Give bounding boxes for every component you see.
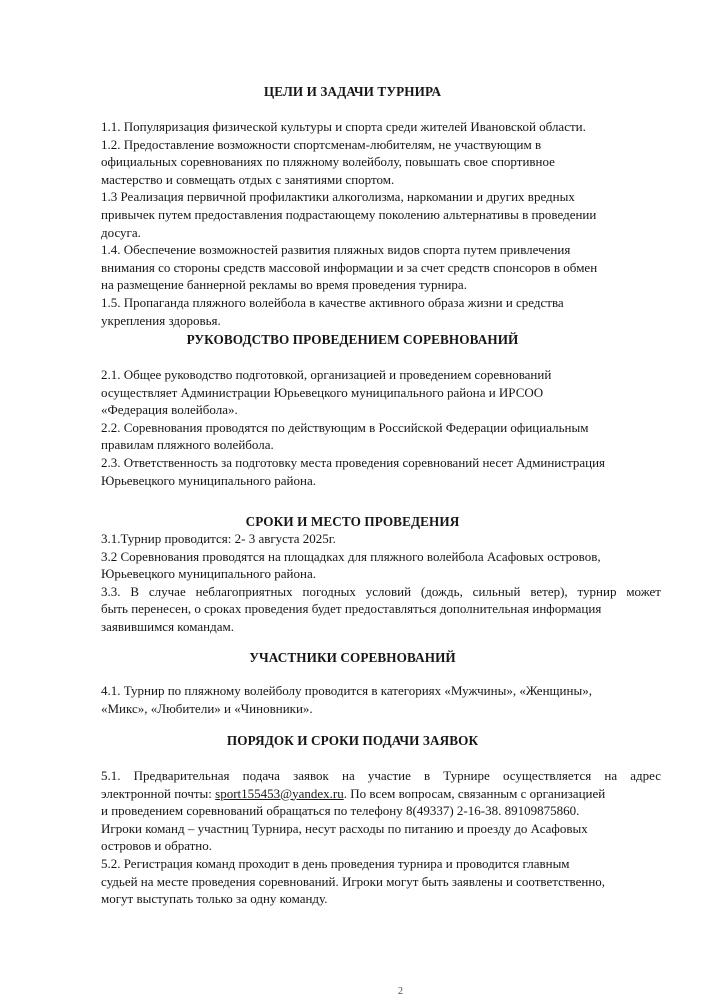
text-line: судьей на месте проведения соревнований. Игроки могут быть заявлены и соответственно, [101, 873, 606, 889]
text-line: укрепления здоровья. [101, 312, 221, 328]
text-line: Юрьевецкого муниципального района. [101, 566, 316, 582]
section-title-applications: ПОРЯДОК И СРОКИ ПОДАЧИ ЗАЯВОК [226, 733, 479, 748]
text-line: 2.1. Общее руководство подготовкой, организацией и проведением соревнований [101, 367, 552, 382]
text-line: 3.3. В случае неблагоприятных погодных условий (дождь, сильный ветер), турнир может [101, 583, 661, 599]
section-body-dates [101, 530, 661, 636]
page-number: 2 [398, 986, 403, 997]
text-line: 1.5. Пропаганда пляжного волейбола в качестве активного образа жизни и средства [101, 294, 564, 310]
email-link[interactable]: sport155453@yandex.ru [215, 785, 344, 801]
text-line: 1.1. Популяризация физической культуры и спорта среди жителей Ивановской области. [101, 119, 586, 134]
text-line: Юрьевецкого муниципального района. [101, 472, 316, 488]
email-label: электронной почты: [101, 785, 216, 801]
email-trailing-text: . По всем вопросам, связанным с организацией [343, 785, 606, 801]
text-line: островов и обратно. [101, 838, 213, 854]
text-line: досуга. [101, 224, 141, 240]
text-line: 2.2. Соревнования проводятся по действующим в Российской Федерации официальным [101, 419, 589, 435]
section-title-dates: СРОКИ И МЕСТО ПРОВЕДЕНИЯ [245, 514, 460, 529]
section-body-applications [101, 767, 661, 908]
section-body-participants [101, 682, 661, 717]
text-line: 4.1. Турнир по пляжному волейболу проводится в категориях «Мужчины», «Женщины», [101, 683, 592, 698]
text-line: 5.2. Регистрация команд проходит в день проведения турнира и проводится главным [101, 855, 570, 871]
text-line: мастерство и совмещать отдых с занятиями спортом. [101, 171, 395, 187]
text-line: «Федерация волейбола». [101, 402, 238, 418]
text-line: привычек путем предоставления подрастающему поколению альтернативы в проведении [101, 206, 597, 222]
text-line: осуществляет Администрации Юрьевецкого муниципального района и ИРСОО [101, 384, 544, 400]
text-line: 1.3 Реализация первичной профилактики алкоголизма, наркомании и других вредных [101, 189, 575, 205]
text-line: 3.2 Соревнования проводятся на площадках для пляжного волейбола Асафовых островов, [101, 548, 601, 564]
text-line: могут выступать только за одну команду. [101, 891, 328, 907]
text-line: 1.4. Обеспечение возможностей развития пляжных видов спорта путем привлечения [101, 242, 571, 258]
section-title-participants: УЧАСТНИКИ СОРЕВНОВАНИЙ [249, 650, 456, 665]
text-line: правилам пляжного волейбола. [101, 437, 274, 453]
section-title-goals: ЦЕЛИ И ЗАДАЧИ ТУРНИРА [263, 84, 442, 99]
section-body-management [101, 366, 661, 489]
text-line: и проведением соревнований обращаться по телефону 8(49337) 2-16-38. 89109875860. [101, 803, 580, 819]
text-line: на размещение баннерной рекламы во время проведения турнира. [101, 277, 467, 293]
text-line: быть перенесен, о сроках проведения будет предоставляться дополнительная информация [101, 601, 602, 617]
text-line: заявившимся командам. [101, 618, 234, 634]
text-line: «Микс», «Любители» и «Чиновники». [101, 700, 313, 716]
text-line: внимания со стороны средств массовой информации и за счет средств спонсоров в обмен [101, 259, 598, 275]
text-line: официальных соревнованиях по пляжному волейболу, повышать свое спортивное [101, 154, 555, 170]
text-line: 1.2. Предоставление возможности спортсменам-любителям, не участвующим в [101, 136, 542, 152]
text-line: 2.3. Ответственность за подготовку места проведения соревнований несет Администрация [101, 454, 606, 470]
text-line-email [101, 785, 661, 803]
section-body-goals [101, 118, 661, 329]
text-line: 3.1.Турнир проводится: 2- 3 августа 2025г. [101, 531, 336, 546]
text-line: Игроки команд – участниц Турнира, несут расходы по питанию и проезду до Асафовых [101, 820, 588, 836]
section-title-management: РУКОВОДСТВО ПРОВЕДЕНИЕМ СОРЕВНОВАНИЙ [186, 332, 519, 347]
text-line: 5.1. Предварительная подача заявок на участие в Турнире осуществляется на адрес [101, 768, 661, 783]
